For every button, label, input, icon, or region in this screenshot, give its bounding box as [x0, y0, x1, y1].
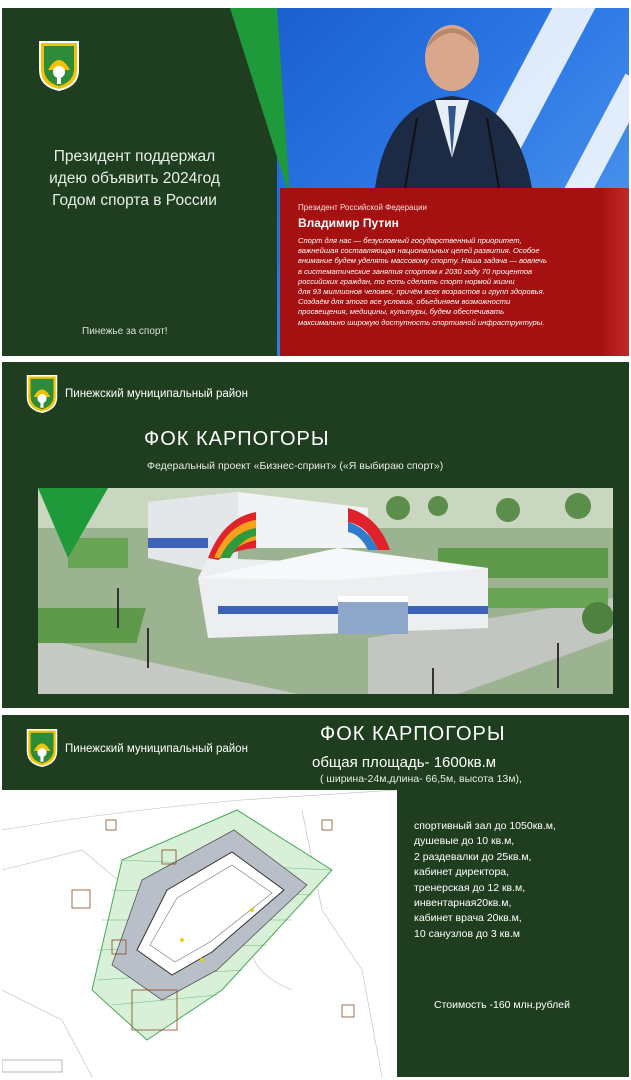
room-list-item: душевые до 10 кв.м, — [414, 835, 515, 848]
project-cost: Стоимость -160 млн.рублей — [434, 999, 570, 1011]
president-quote — [298, 236, 598, 328]
slogan: Пинежье за спорт! — [82, 326, 168, 337]
quote-line: внимание будем уделять массовому спорту. Наша задача — вовлечь — [298, 256, 547, 266]
slide1-title-line: Президент поддержал — [53, 148, 216, 165]
room-list-item: кабинет директора, — [414, 866, 510, 879]
speaker-name: Владимир Путин — [298, 216, 399, 230]
district-name: Пинежский муниципальный район — [65, 743, 248, 755]
room-list-item: спортивный зал до 1050кв.м, — [414, 820, 556, 832]
slide3-title: ФОК КАРПОГОРЫ — [320, 723, 506, 745]
slide2-subtitle: Федеральный проект «Бизнес-спринт» («Я выбираю спорт») — [147, 460, 444, 472]
site-plan — [2, 790, 397, 1077]
district-name: Пинежский муниципальный район — [65, 388, 248, 400]
room-list-item: инвентарная20кв.м, — [414, 897, 512, 910]
slide2-title: ФОК КАРПОГОРЫ — [144, 428, 330, 450]
quote-line: для 93 миллионов человек, причём всех возрастов и групп здоровья. — [298, 287, 545, 297]
district-crest-icon — [26, 728, 58, 768]
quote-line: в систематические занятия спортом к 2030 году 70 процентов — [298, 266, 533, 276]
district-crest-icon — [26, 374, 58, 414]
quote-line: важнейшая составляющая национальных целей развития. Особое — [298, 246, 540, 256]
room-list — [414, 819, 624, 942]
room-list-item: 10 санузлов до 3 кв.м — [414, 927, 520, 940]
quote-line: просвещения, медицины, культуры, будем обеспечивать — [298, 307, 505, 317]
quote-line: российских граждан, то есть сделать спорт нормой жизни — [298, 276, 515, 286]
slide-fok-render — [2, 362, 629, 708]
room-list-item: тренерская до 12 кв.м, — [414, 881, 526, 894]
quote-line: Спорт для нас — безусловный государственный приоритет, — [298, 236, 522, 245]
speaker-role: Президент Российской Федерации — [298, 203, 428, 212]
slide1-title-line: идею объявить 2024год — [49, 170, 220, 187]
green-accent-wedge — [230, 8, 290, 198]
building-dimensions: ( ширина-24м,длина- 66,5м, высота 13м), — [320, 773, 522, 785]
room-list-item: кабинет врача 20кв.м, — [414, 912, 522, 925]
total-area: общая площадь- 1600кв.м — [312, 754, 497, 771]
slide-year-of-sport — [2, 8, 629, 356]
building-render — [38, 488, 613, 694]
slide-fok-plan — [2, 715, 629, 1077]
slide1-title — [27, 146, 242, 212]
green-accent-wedge — [38, 488, 108, 558]
quote-line: максимально широкую доступность спортивной инфраструктуры. — [298, 317, 545, 327]
room-list-item: 2 раздевалки до 25кв.м, — [414, 850, 532, 863]
quote-line: Создаём для этого все условия, объединяем возможности — [298, 297, 511, 307]
district-crest-icon — [38, 40, 80, 92]
slide1-title-line: Годом спорта в России — [52, 192, 217, 209]
